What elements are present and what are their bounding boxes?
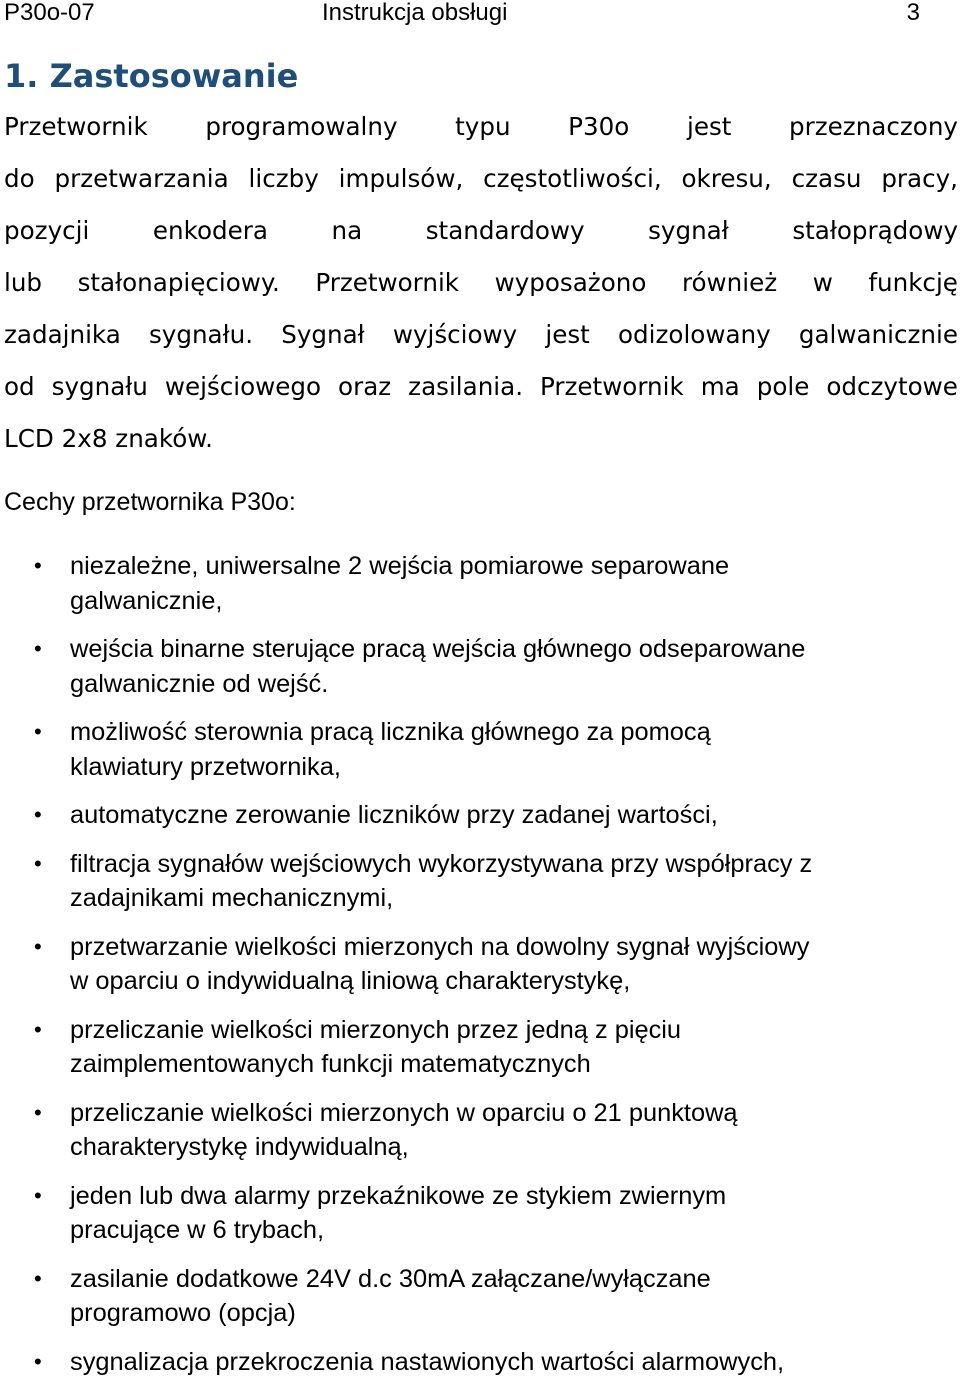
list-item-text: przeliczanie wielkości mierzonych przez jedną z pięciu (70, 1015, 682, 1044)
paragraph-word: odczytowe (826, 372, 958, 401)
paragraph-word: stałonapięciowy. (77, 268, 280, 297)
bullet-icon: • (34, 553, 42, 578)
paragraph-word: P30o (568, 112, 630, 141)
paragraph-word: okresu, (681, 164, 772, 193)
paragraph-line (4, 263, 958, 315)
paragraph-word: enkodera (152, 216, 268, 245)
paragraph-word: pracy, (881, 164, 958, 193)
list-item-text: możliwość sterownia pracą licznika głównego za pomocą (70, 718, 711, 746)
paragraph-word: wejściowego (164, 372, 322, 401)
list-item-text: niezależne, uniwersalne 2 wejścia pomiarowe separowane (70, 552, 730, 580)
list-item (0, 1262, 960, 1331)
section-heading: 1. Zastosowanie (4, 57, 299, 95)
list-item-text: automatyczne zerowanie liczników przy zadanej wartości, (70, 801, 718, 829)
paragraph-word: standardowy (425, 216, 585, 245)
paragraph-word: LCD 2x8 znaków. (4, 424, 213, 453)
list-item-text: zaimplementowanych funkcji matematycznych (70, 1050, 591, 1078)
paragraph-word: jest (545, 320, 590, 349)
features-heading: Cechy przetwornika P30o: (4, 488, 296, 516)
list-item-text: zasilanie dodatkowe 24V d.c 30mA załączane/wyłączane (70, 1264, 711, 1293)
paragraph-word: wyposażono (494, 268, 647, 297)
list-item-text: jeden lub dwa alarmy przekaźnikowe ze stykiem zwiernym (70, 1181, 727, 1210)
list-item-text: charakterystykę indywidualną, (70, 1133, 409, 1161)
paragraph-line (4, 159, 958, 211)
paragraph-word: liczby (248, 164, 319, 193)
bullet-icon: • (34, 1016, 42, 1042)
paragraph-word: przetwarzania (54, 164, 229, 193)
bullet-icon: • (34, 719, 42, 744)
paragraph-word: Przetwornik (540, 372, 684, 401)
list-item (0, 1096, 960, 1165)
list-item-text: w oparciu o indywidualną liniową charakterystykę, (70, 967, 631, 995)
paragraph-word: wyjściowy (392, 320, 518, 349)
list-item-text: pracujące w 6 trybach, (70, 1216, 325, 1244)
paragraph-word: programowalny (205, 112, 398, 141)
paragraph-word: lub (4, 268, 43, 297)
list-item (0, 1345, 960, 1380)
list-item-text: klawiatury przetwornika, (70, 752, 341, 781)
bullet-icon: • (34, 1099, 42, 1125)
list-item (0, 930, 960, 999)
paragraph-line (4, 315, 958, 367)
paragraph-line (4, 367, 958, 419)
paragraph-line (4, 419, 958, 471)
paragraph-word: częstotliwości, (483, 164, 662, 193)
paragraph-word: również (681, 268, 778, 297)
list-item (0, 632, 960, 701)
paragraph-word: sygnału. (148, 320, 254, 349)
list-item (0, 549, 960, 618)
list-item-text: filtracja sygnałów wejściowych wykorzystywana przy współpracy z (70, 849, 813, 878)
bullet-icon: • (34, 933, 42, 959)
intro-paragraph (4, 107, 958, 471)
document-code: P30o-07 (4, 0, 95, 26)
paragraph-line (4, 211, 958, 263)
list-item (0, 798, 960, 833)
paragraph-word: funkcję (868, 268, 958, 297)
paragraph-word: na (331, 216, 363, 245)
paragraph-word: pozycji (4, 216, 90, 245)
paragraph-word: stałoprądowy (792, 216, 958, 245)
paragraph-word: odizolowany (618, 320, 771, 349)
paragraph-word: jest (686, 112, 732, 141)
paragraph-word: Przetwornik (315, 268, 460, 297)
paragraph-word: czasu (791, 164, 862, 193)
paragraph-word: zadajnika (4, 320, 121, 349)
features-list (0, 549, 960, 1393)
paragraph-word: do (4, 164, 35, 193)
list-item-text: programowo (opcja) (70, 1299, 296, 1327)
paragraph-word: sygnału (51, 372, 148, 401)
paragraph-word: przeznaczony (789, 112, 958, 141)
paragraph-word: zasilania. (408, 372, 524, 401)
list-item-text: przeliczanie wielkości mierzonych w oparciu o 21 punktową (70, 1098, 738, 1127)
page-number: 3 (906, 0, 920, 26)
list-item-text: wejścia binarne sterujące pracą wejścia głównego odseparowane (70, 635, 806, 663)
paragraph-word: impulsów, (338, 164, 464, 193)
paragraph-line (4, 107, 958, 159)
list-item (0, 715, 960, 784)
paragraph-word: w (812, 268, 833, 297)
paragraph-word: Sygnał (281, 320, 365, 349)
list-item-text: galwanicznie od wejść. (70, 669, 329, 698)
list-item-text: zadajnikami mechanicznymi, (70, 884, 394, 912)
bullet-icon: • (34, 636, 42, 661)
document-title: Instrukcja obsługi (322, 0, 508, 26)
list-item (0, 1179, 960, 1248)
paragraph-word: galwanicznie (798, 320, 958, 349)
paragraph-word: ma (700, 372, 740, 401)
paragraph-word: oraz (338, 372, 392, 401)
bullet-icon: • (34, 850, 42, 876)
paragraph-word: od (4, 372, 35, 401)
page-header (4, 0, 920, 28)
bullet-icon: • (34, 1265, 42, 1291)
list-item (0, 847, 960, 916)
paragraph-word: sygnał (648, 216, 729, 245)
bullet-icon: • (34, 1182, 42, 1208)
paragraph-word: pole (756, 372, 810, 401)
bullet-icon: • (34, 802, 42, 827)
list-item-text: galwanicznie, (70, 586, 223, 615)
paragraph-word: typu (455, 112, 511, 141)
paragraph-word: Przetwornik (4, 112, 148, 141)
list-item-text: przetwarzanie wielkości mierzonych na dowolny sygnał wyjściowy (70, 932, 810, 961)
list-item-text: sygnalizacja przekroczenia nastawionych wartości alarmowych, (70, 1347, 785, 1376)
bullet-icon: • (34, 1348, 42, 1374)
list-item (0, 1013, 960, 1082)
